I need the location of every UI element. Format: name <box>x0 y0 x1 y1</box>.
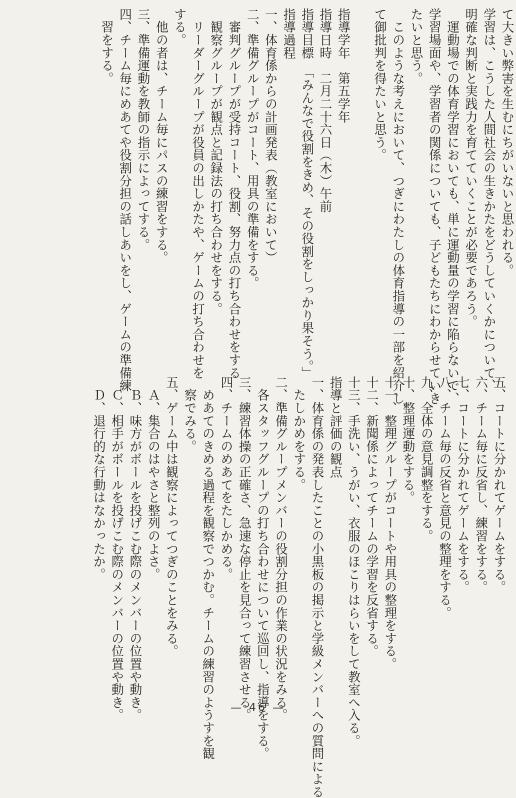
text-line: 五、ゲーム中は観察によってつぎのことをみる。 <box>164 376 180 658</box>
text-line: 十二、新聞係によってチームの学習を反省する。 <box>364 376 380 658</box>
text-line: 四、チームのめあてをたしかめる。 <box>218 376 234 581</box>
text-line: 察でみる。 <box>182 376 198 453</box>
text-line: Ｄ、退行的な行動はなかったか。 <box>91 376 107 581</box>
text-line: 十一、整理グループがコートや用具の整理をする。 <box>382 376 398 671</box>
text-line: Ｃ、相手がボールを投げこむ際のメンバーの位置や動き。 <box>109 376 125 722</box>
page-number: — 46 — <box>230 701 286 714</box>
text-line: て大きい弊害を生むにちがいないと思われる。 <box>500 8 515 277</box>
text-line: 学習場面や、学習者の関係についても、子どもたちにわからせていき <box>427 8 443 405</box>
text-line: 五、コートに分かれてゲームをする。 <box>492 376 507 594</box>
text-line: 各スタッフグループの打ち合わせについて巡回し、指導をする。 <box>255 376 271 760</box>
text-line: 十、整理運動をする。 <box>400 376 416 504</box>
text-line: 九、全体の意見調整をする。 <box>419 376 435 543</box>
text-line: 指導学年 第五学年 <box>336 8 352 124</box>
upper-text-block <box>97 8 516 405</box>
text-line: Ａ、集合のはやさと整列のよさ。 <box>146 376 162 581</box>
text-line: て御批判を得たいと思う。 <box>372 8 388 162</box>
text-line: 指導と評価の観点 <box>328 376 344 479</box>
text-line: 他の者は、チーム毎にパスの練習をする。 <box>154 8 170 264</box>
text-line: 十三、手洗い、うがい、衣服のほこりはらいをして教室へ入る。 <box>346 376 362 748</box>
text-line: 審判グループが受持コート、役割、努力点の打ち合わせをする <box>226 8 242 380</box>
text-line: 指導日時 二月二十六日（木）午前 <box>317 8 333 213</box>
text-line: 明確な判断と実践力を育てていくことが必要であろう。 <box>463 8 479 328</box>
text-line: 四、チーム毎にめあてや役割分担の話しあいをし、ゲームの準備練 <box>117 8 133 392</box>
text-line: 一、体育係からの計画発表（教室において） <box>263 8 279 264</box>
text-line: 学習は、こうした人間社会の生きかたをどうしていくかについて、 <box>481 8 497 392</box>
text-line: めあてのきめる過程を観察でつかむ。チームの練習のようすを観 <box>200 376 216 760</box>
text-line: する。 <box>172 8 188 47</box>
text-line: 指導目標 「みんなで役割をきめ、その役割をしっかり果そう。」 <box>299 8 315 380</box>
text-line: 二、準備グループがコート、用具の準備をする。 <box>245 8 261 290</box>
text-line: 六、チーム毎に反省し、練習をする。 <box>473 376 489 594</box>
text-line: 習をする。 <box>99 8 115 85</box>
text-line: 一、体育係の発表したことの小黒板の掲示と学級メンバーへの質問による <box>309 376 325 798</box>
text-line: 二、準備グループメンバーの役割分担の作業の状況をみる。 <box>273 376 289 722</box>
text-line: 指導過程 <box>281 8 297 60</box>
text-line: 三、準備運動を教師の指示によってする。 <box>135 8 151 252</box>
text-line: Ｂ、味方がボールを投げこむ際のメンバーの位置や動き。 <box>127 376 143 722</box>
text-line: 運動場での体育学習においても、単に運動量の学習に陥らないで、 <box>445 8 461 405</box>
text-line: リーダーグループが役員の出しかたや、ゲームの打ち合わせを <box>190 8 206 380</box>
text-line: 観察グループが観点と記録法の打ち合わせをする。 <box>208 8 224 316</box>
text-line: このような考えにおいて、つぎにわたしの体育指導の一部を紹介し <box>390 8 406 405</box>
text-line: 三、練習体操の正確さ、急速な停止を見合って練習させる。 <box>237 376 253 722</box>
text-line: たいと思う。 <box>408 8 424 85</box>
text-line: 八、チーム毎の反省と意見の整理をする。 <box>437 376 453 620</box>
text-line: 七、コートに分かれてゲームをする。 <box>455 376 471 594</box>
text-line: たしかめをする。 <box>291 376 307 492</box>
text-line <box>352 8 370 364</box>
